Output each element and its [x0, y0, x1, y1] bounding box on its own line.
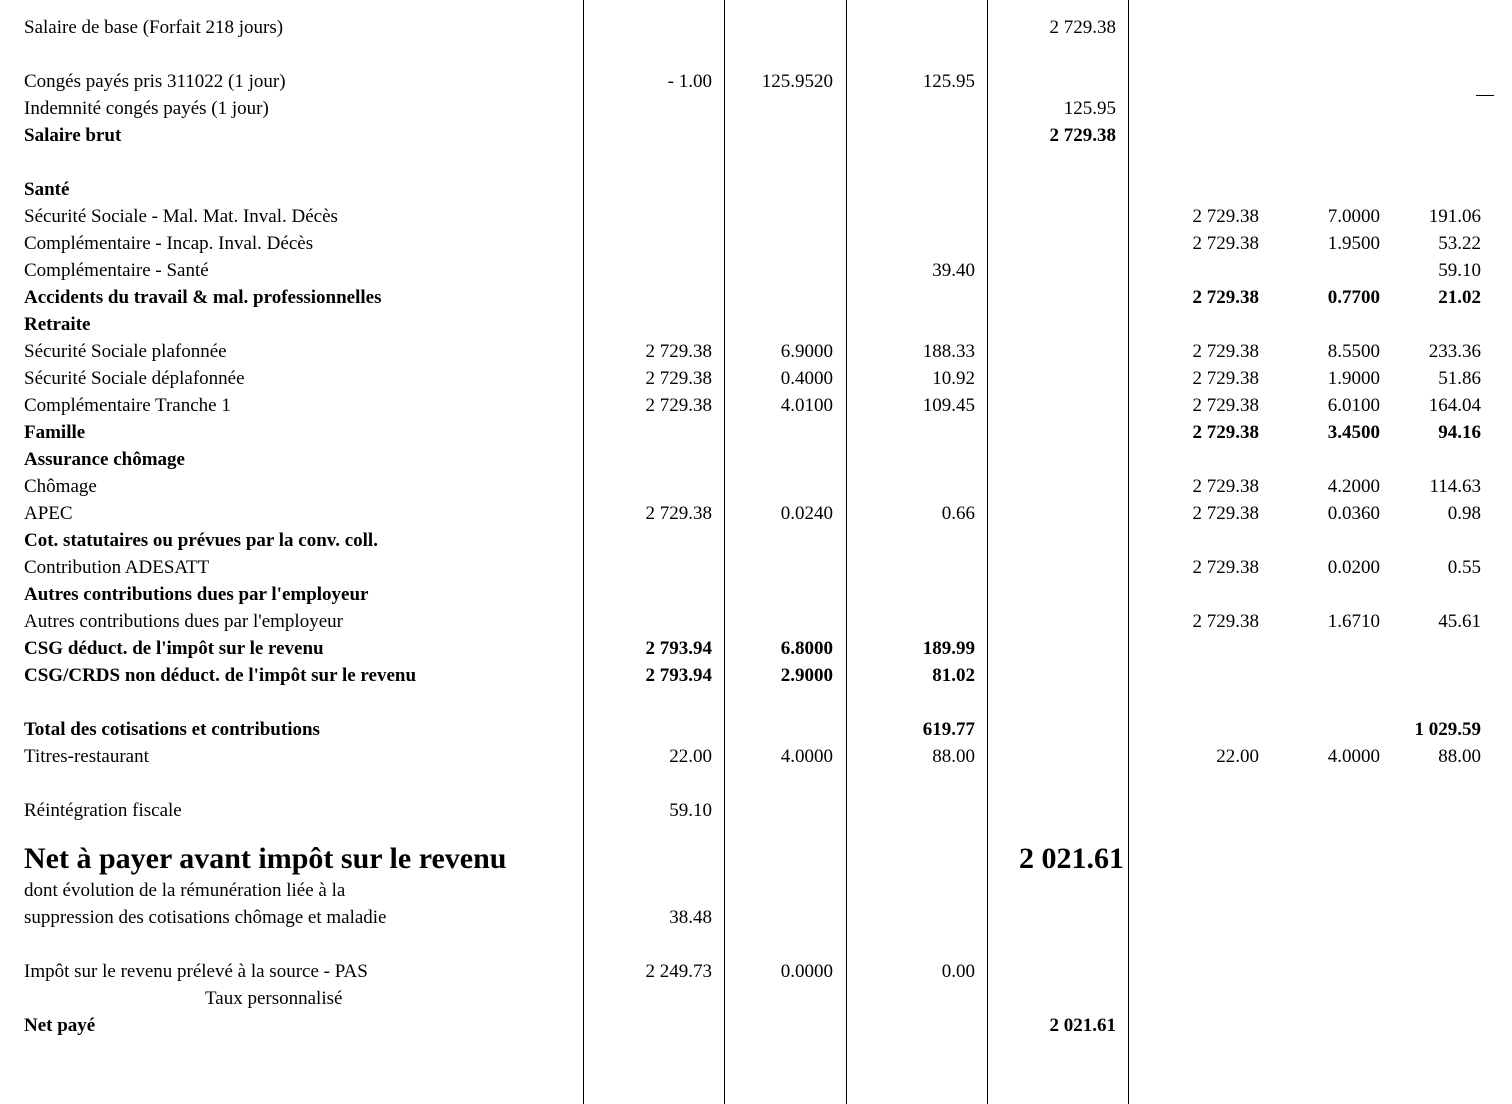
employee-base: - 1.00: [667, 71, 712, 92]
payslip-row: [0, 985, 1512, 1012]
employer-amount: 53.22: [1438, 233, 1481, 254]
employer-amount: 191.06: [1428, 206, 1481, 227]
employer-rate: 0.0360: [1327, 503, 1380, 524]
row-label: Complémentaire Tranche 1: [24, 395, 231, 416]
employee-amount: 39.40: [932, 260, 975, 281]
employer-rate: 1.6710: [1327, 611, 1380, 632]
employee-amount: 189.99: [922, 638, 975, 659]
payslip-row: [0, 311, 1512, 338]
payslip-row: [0, 500, 1512, 527]
employer-rate: 1.9000: [1327, 368, 1380, 389]
row-label: Chômage: [24, 476, 97, 497]
employer-base: 2 729.38: [1192, 395, 1259, 416]
row-label: Sécurité Sociale plafonnée: [24, 341, 227, 362]
employee-base: 2 793.94: [645, 638, 712, 659]
row-label: Impôt sur le revenu prélevé à la source - PAS: [24, 961, 368, 982]
employer-rate: 6.0100: [1327, 395, 1380, 416]
payslip-row: [0, 122, 1512, 149]
payslip-row: [0, 662, 1512, 689]
employer-rate: 4.0000: [1327, 746, 1380, 767]
employer-base: 2 729.38: [1192, 341, 1259, 362]
employee-base: 22.00: [669, 746, 712, 767]
row-label: Complémentaire - Santé: [24, 260, 209, 281]
row-label: Autres contributions dues par l'employeur: [24, 611, 343, 632]
employee-base: 2 729.38: [645, 368, 712, 389]
row-label: Assurance chômage: [24, 449, 185, 470]
employer-base: 2 729.38: [1192, 422, 1259, 443]
payslip-row: [0, 176, 1512, 203]
employee-amount: 0.00: [941, 961, 975, 982]
employer-rate: 8.5500: [1327, 341, 1380, 362]
payslip-row: [0, 635, 1512, 662]
row-label: suppression des cotisations chômage et maladie: [24, 907, 387, 928]
employer-base: 2 729.38: [1192, 476, 1259, 497]
employer-base: 2 729.38: [1192, 287, 1259, 308]
row-label: Salaire de base (Forfait 218 jours): [24, 17, 284, 38]
employer-base: 2 729.38: [1192, 368, 1259, 389]
payslip-row: [0, 527, 1512, 554]
employee-amount: 619.77: [922, 719, 975, 740]
payslip-row: [0, 68, 1512, 95]
payslip-row: [0, 904, 1512, 931]
employee-base: 38.48: [669, 907, 712, 928]
employer-rate: 3.4500: [1327, 422, 1380, 443]
payslip-row: [0, 365, 1512, 392]
row-label: Net à payer avant impôt sur le revenu: [24, 842, 507, 875]
net-amount: 2 729.38: [1049, 125, 1116, 146]
employer-amount: 88.00: [1438, 746, 1481, 767]
payslip-row: [0, 284, 1512, 311]
payslip-row: [0, 95, 1512, 122]
row-label: Retraite: [24, 314, 91, 335]
net-amount: 125.95: [1063, 98, 1116, 119]
row-label: Réintégration fiscale: [24, 800, 182, 821]
row-label: APEC: [24, 503, 73, 524]
employee-amount: 188.33: [922, 341, 975, 362]
employer-amount: 0.98: [1447, 503, 1481, 524]
row-label: Salaire brut: [24, 125, 122, 146]
row-label: CSG/CRDS non déduct. de l'impôt sur le revenu: [24, 665, 417, 686]
row-label: Santé: [24, 179, 70, 200]
row-label: Complémentaire - Incap. Inval. Décès: [24, 233, 314, 254]
payslip-row: [0, 203, 1512, 230]
payslip-row: [0, 392, 1512, 419]
row-label: Indemnité congés payés (1 jour): [24, 98, 269, 119]
employee-rate: 4.0100: [780, 395, 833, 416]
employee-rate: 0.0000: [780, 961, 833, 982]
payslip-row: [0, 446, 1512, 473]
net-before-tax-amount: 2 021.61: [1019, 842, 1124, 875]
employer-amount: 114.63: [1429, 476, 1481, 497]
row-label: Net payé: [24, 1015, 96, 1036]
employee-amount: 125.95: [922, 71, 975, 92]
payslip-row: [0, 554, 1512, 581]
employer-amount: 1 029.59: [1414, 719, 1481, 740]
payslip-row: [0, 257, 1512, 284]
employee-amount: 88.00: [932, 746, 975, 767]
employee-rate: 0.4000: [780, 368, 833, 389]
payslip-row: [0, 842, 1512, 877]
employer-amount: 0.55: [1447, 557, 1481, 578]
employer-base: 2 729.38: [1192, 503, 1259, 524]
employee-amount: 109.45: [922, 395, 975, 416]
net-amount: 2 729.38: [1049, 17, 1116, 38]
employee-amount: 0.66: [941, 503, 975, 524]
employee-base: 59.10: [669, 800, 712, 821]
employer-rate: 0.7700: [1327, 287, 1380, 308]
row-label: Sécurité Sociale déplafonnée: [24, 368, 245, 389]
employer-base: 2 729.38: [1192, 206, 1259, 227]
employer-base: 2 729.38: [1192, 557, 1259, 578]
employee-amount: 10.92: [932, 368, 975, 389]
employee-base: 2 729.38: [645, 341, 712, 362]
employee-rate: 2.9000: [780, 665, 833, 686]
employer-base: 2 729.38: [1192, 611, 1259, 632]
payslip-row: [0, 473, 1512, 500]
employee-rate: 125.9520: [761, 71, 833, 92]
net-paid-amount: 2 021.61: [1049, 1015, 1116, 1036]
row-label: Titres-restaurant: [24, 746, 149, 767]
employer-amount: 21.02: [1438, 287, 1481, 308]
row-label: CSG déduct. de l'impôt sur le revenu: [24, 638, 324, 659]
employer-rate: 1.9500: [1327, 233, 1380, 254]
employee-rate: 6.8000: [780, 638, 833, 659]
employer-rate: 7.0000: [1327, 206, 1380, 227]
employee-amount: 81.02: [932, 665, 975, 686]
payslip-row: [0, 743, 1512, 770]
payslip-row: [0, 797, 1512, 824]
employer-amount: 45.61: [1438, 611, 1481, 632]
employer-amount: 94.16: [1438, 422, 1481, 443]
employee-base: 2 729.38: [645, 503, 712, 524]
payslip-row: [0, 877, 1512, 904]
payslip-row: [0, 608, 1512, 635]
employer-rate: 0.0200: [1327, 557, 1380, 578]
employee-base: 2 793.94: [645, 665, 712, 686]
payslip-row: [0, 716, 1512, 743]
row-label: Contribution ADESATT: [24, 557, 210, 578]
payslip-row: [0, 581, 1512, 608]
employer-amount: 233.36: [1428, 341, 1481, 362]
payslip-row: [0, 958, 1512, 985]
payslip-row: [0, 230, 1512, 257]
employer-amount: 59.10: [1438, 260, 1481, 281]
row-label: Taux personnalisé: [205, 988, 343, 1009]
employee-rate: 6.9000: [780, 341, 833, 362]
employee-rate: 0.0240: [780, 503, 833, 524]
row-label: Sécurité Sociale - Mal. Mat. Inval. Décès: [24, 206, 338, 227]
payslip-row: [0, 338, 1512, 365]
row-label: Total des cotisations et contributions: [24, 719, 320, 740]
row-label: Autres contributions dues par l'employeur: [24, 584, 369, 605]
row-label: Congés payés pris 311022 (1 jour): [24, 71, 286, 92]
employer-amount: 164.04: [1428, 395, 1481, 416]
row-label: Accidents du travail & mal. professionnelles: [24, 287, 382, 308]
employer-base: 2 729.38: [1192, 233, 1259, 254]
payslip-row: [0, 1012, 1512, 1039]
row-label: Famille: [24, 422, 86, 443]
payslip-row: [0, 14, 1512, 41]
employee-base: 2 729.38: [645, 395, 712, 416]
payslip-row: [0, 419, 1512, 446]
row-label: dont évolution de la rémunération liée à la: [24, 880, 346, 901]
employee-rate: 4.0000: [780, 746, 833, 767]
employer-base: 22.00: [1216, 746, 1259, 767]
row-label: Cot. statutaires ou prévues par la conv. coll.: [24, 530, 378, 551]
employee-base: 2 249.73: [645, 961, 712, 982]
employer-rate: 4.2000: [1327, 476, 1380, 497]
employer-amount: 51.86: [1438, 368, 1481, 389]
